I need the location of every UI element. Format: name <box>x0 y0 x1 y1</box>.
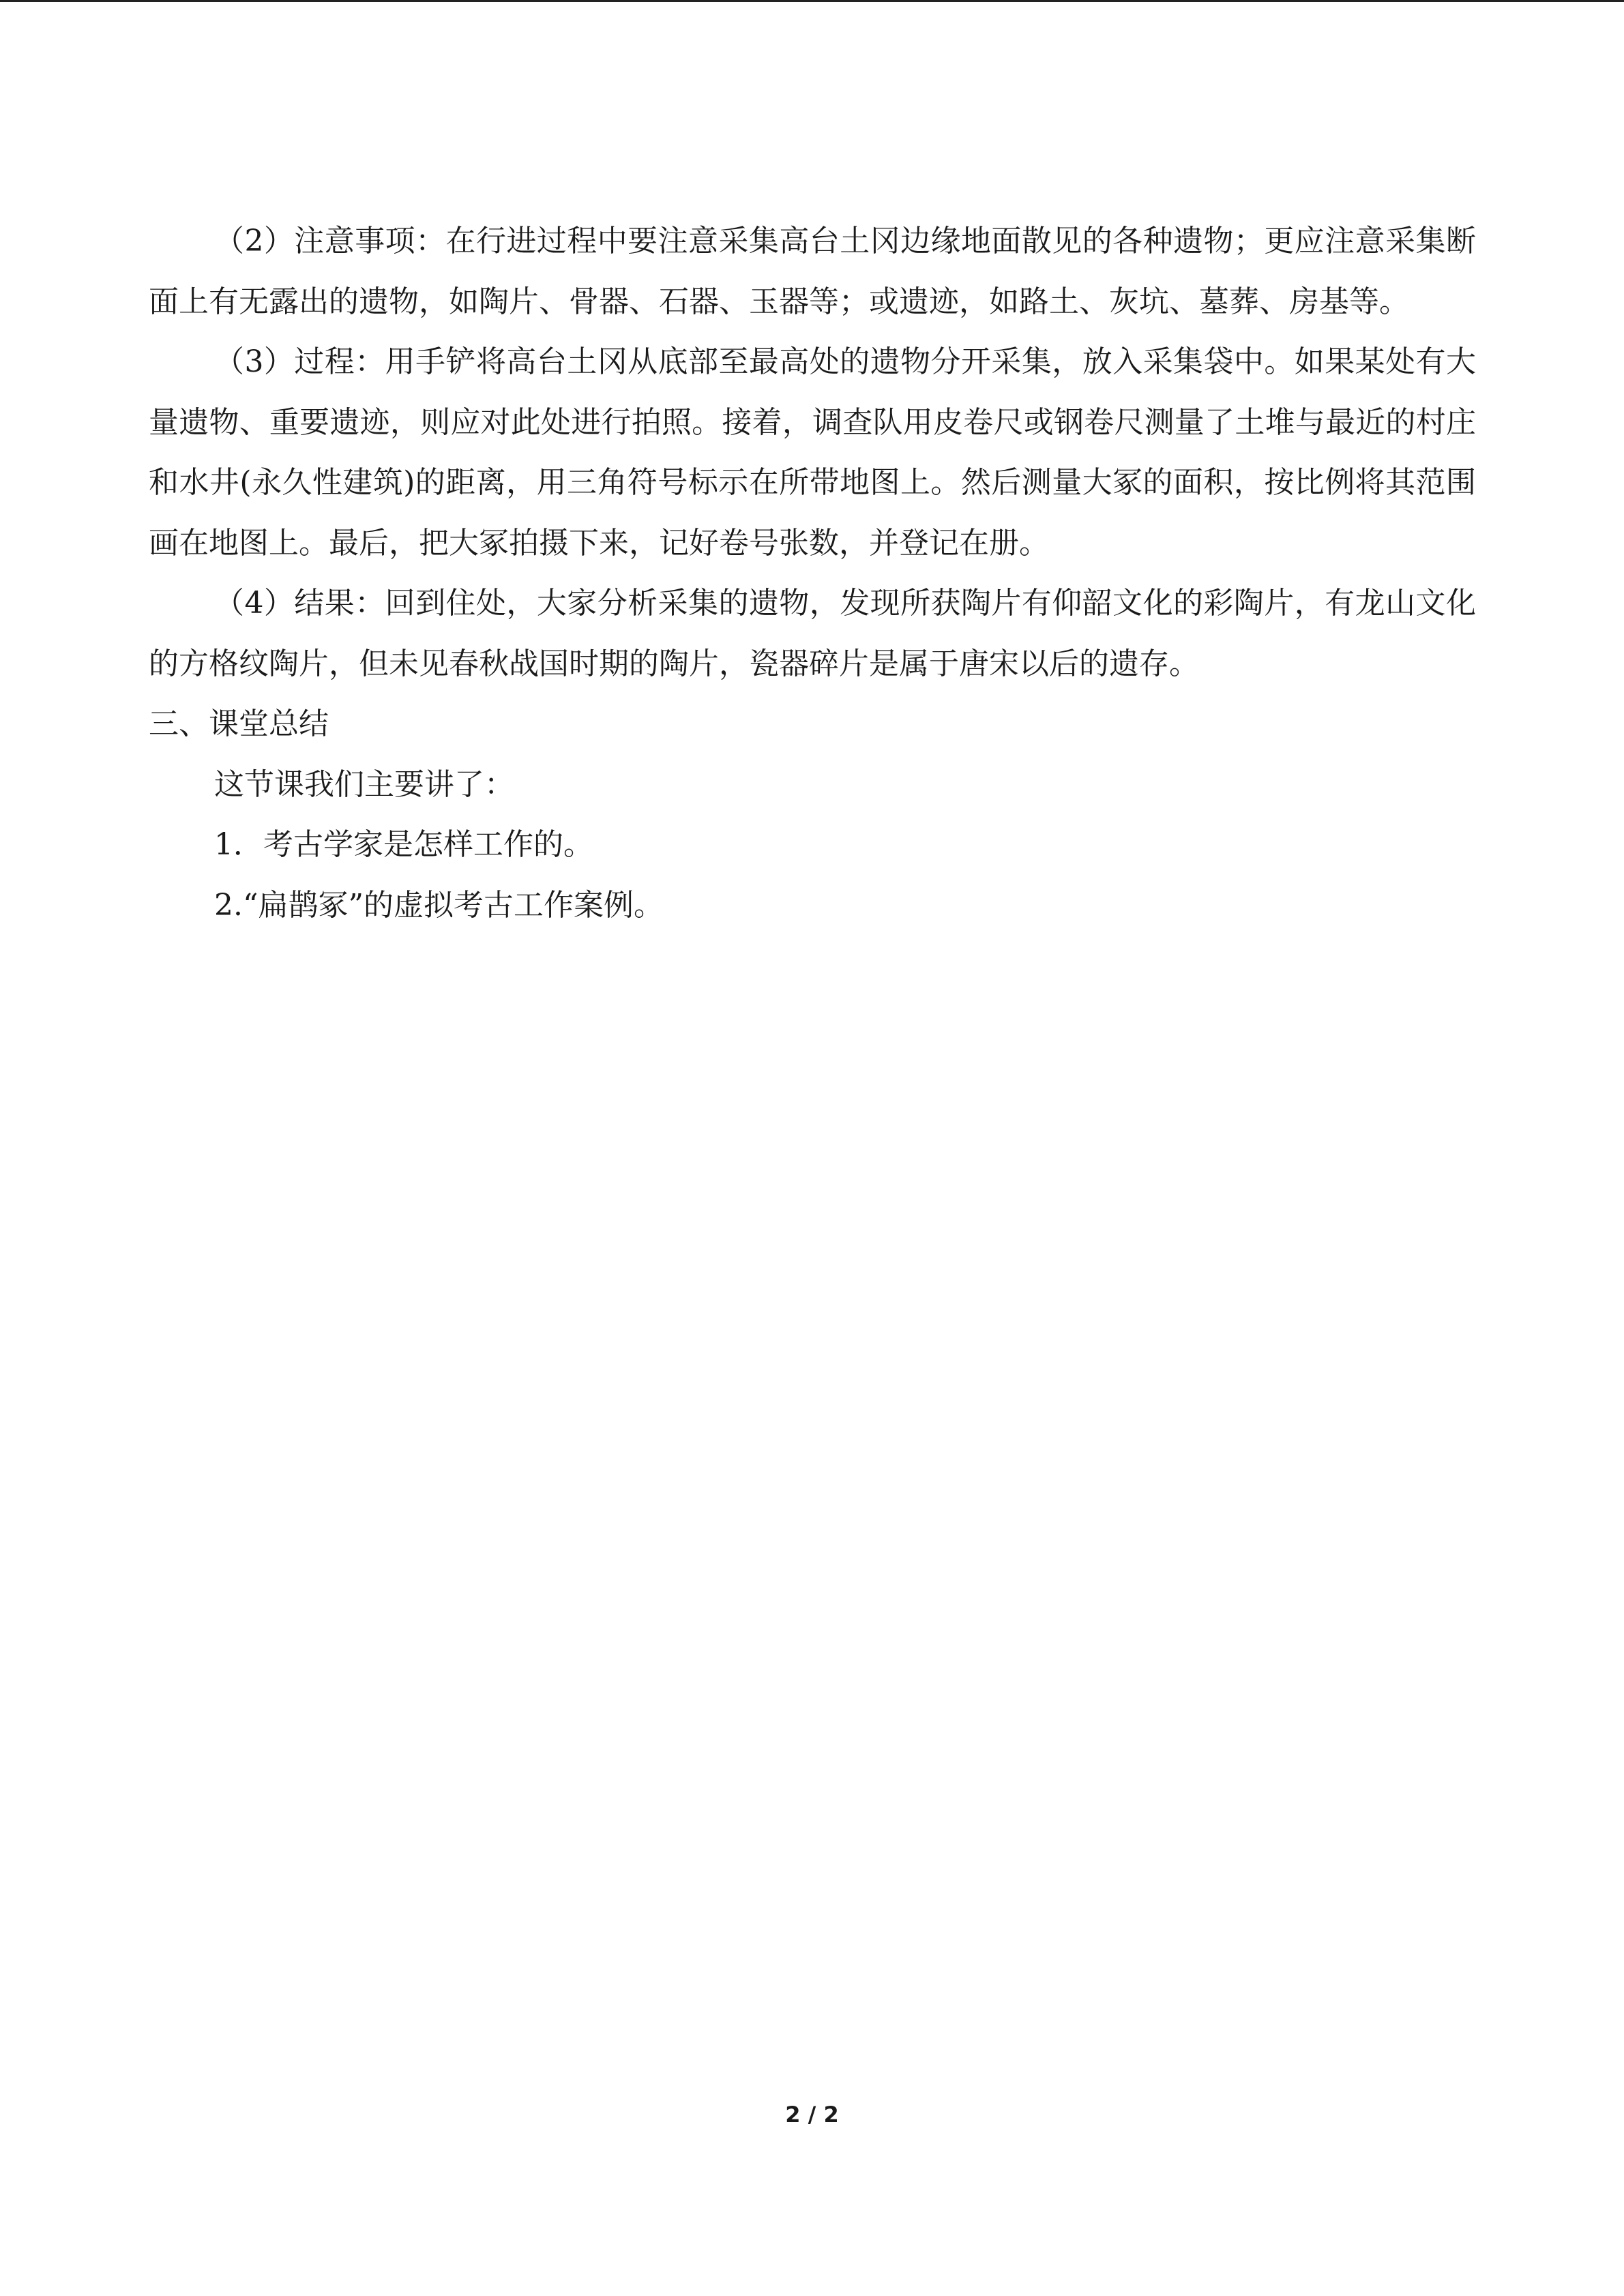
paragraph-precautions: （2）注意事项：在行进过程中要注意采集高台土冈边缘地面散见的各种遗物；更应注意采集断面上有无露出的遗物，如陶片、骨器、石器、玉器等；或遗迹，如路土、灰坑、墓葬、房基等。 <box>149 224 1476 319</box>
page-number: 2 / 2 <box>785 2102 839 2128</box>
summary-intro: 这节课我们主要讲了： <box>214 766 514 802</box>
summary-item-2: 2.“扁鹊冢”的虚拟考古工作案例。 <box>214 887 664 923</box>
summary-item-1: 1．考古学家是怎样工作的。 <box>214 827 593 862</box>
document-body <box>149 211 1476 936</box>
paragraph-results: （4）结果：回到住处，大家分析采集的遗物，发现所获陶片有仰韶文化的彩陶片，有龙山文化的方格纹陶片，但未见春秋战国时期的陶片，瓷器碎片是属于唐宋以后的遗存。 <box>149 586 1476 681</box>
top-border-rule <box>0 0 1624 2</box>
paragraph-process: （3）过程：用手铲将高台土冈从底部至最高处的遗物分开采集，放入采集袋中。如果某处有大量遗物、重要遗迹，则应对此处进行拍照。接着，调查队用皮卷尺或钢卷尺测量了土堆与最近的村庄和水井(永久性建筑)的距离，用三角符号标示在所带地图上。然后测量大冢的面积，按比例将其范围画在地图上。最后，把大冢拍摄下来，记好卷号张数，并登记在册。 <box>149 344 1476 561</box>
section-heading-summary: 三、课堂总结 <box>149 706 329 741</box>
